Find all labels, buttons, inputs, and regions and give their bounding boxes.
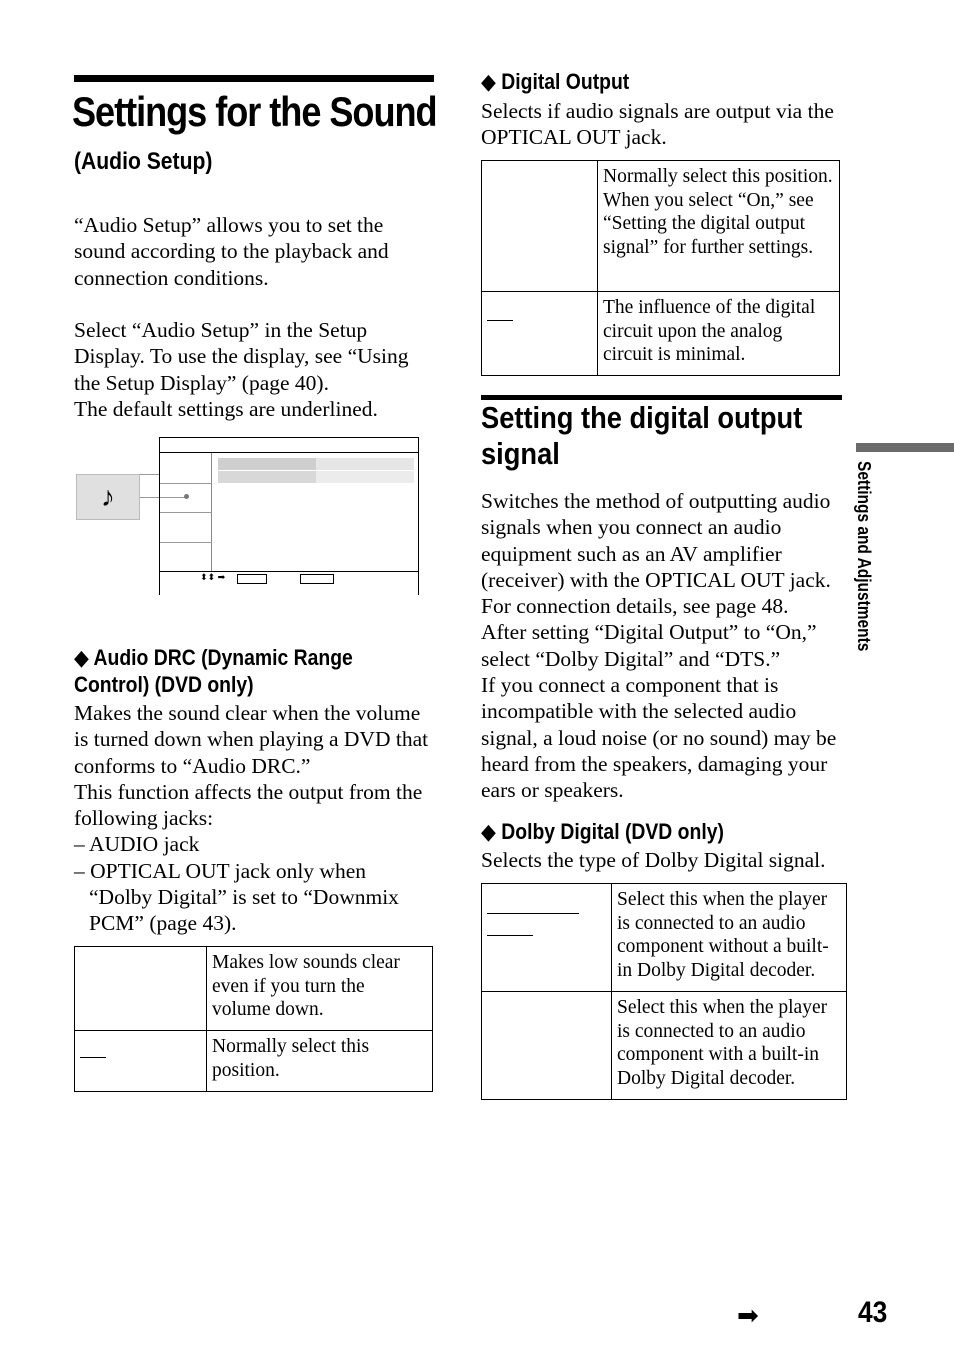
digital-output-table <box>481 160 840 376</box>
default-underline <box>487 320 513 321</box>
table-row <box>482 292 840 376</box>
audio-drc-heading: ◆ Audio DRC (Dynamic Range Control) (DVD only) <box>74 645 353 697</box>
continue-arrow-icon: ➡ <box>737 1300 759 1330</box>
option-cell <box>482 992 612 1100</box>
section-body: Switches the method of outputting audio signals when you connect an audio equipment such as an AV amplifier (receiver) with the OPTICAL OUT jack. For connection details, see page 48. After setting “Digital Output” to “On,” select “Dolby Digital” and “DTS.” If you connect a component that is incompatible with the selected audio signal, a loud noise (or no sound) may be heard from the speakers, damaging your ears or speakers. <box>481 489 837 803</box>
option-cell <box>75 1031 207 1092</box>
side-tab-label: Settings and Adjustments <box>854 461 874 652</box>
section-heading: Setting the digital output signal <box>481 400 803 471</box>
table-row <box>482 884 847 992</box>
digital-output-description: Selects if audio signals are output via the OPTICAL OUT jack. <box>481 99 834 150</box>
option-description: Normally select this position. When you select “On,” see “Setting the digital output signal” for further settings. <box>598 161 840 292</box>
page-title: Settings for the Sound <box>72 88 437 135</box>
return-button-icon <box>300 574 334 584</box>
default-underline <box>80 1057 106 1058</box>
digital-output-heading: ◆ Digital Output <box>481 69 630 94</box>
dolby-digital-description: Selects the type of Dolby Digital signal. <box>481 848 826 872</box>
audio-drc-table <box>74 946 433 1092</box>
dolby-digital-heading: ◆ Dolby Digital (DVD only) <box>481 819 724 844</box>
option-cell <box>482 292 598 376</box>
table-row <box>482 161 840 292</box>
page-number: 43 <box>858 1296 888 1329</box>
table-row <box>75 1031 433 1092</box>
option-cell <box>75 947 207 1031</box>
instructions-paragraph: Select “Audio Setup” in the Setup Display. To use the display, see “Using the Setup Display” (page 40). The default settings are underlined. <box>74 318 409 421</box>
default-underline <box>487 913 579 914</box>
title-rule <box>74 75 434 82</box>
enter-button-icon <box>237 574 267 584</box>
dolby-digital-table <box>481 883 847 1100</box>
option-description: Makes low sounds clear even if you turn the volume down. <box>207 947 433 1031</box>
default-underline <box>487 935 533 936</box>
table-row <box>75 947 433 1031</box>
option-cell <box>482 884 612 992</box>
option-description: Select this when the player is connected to an audio component without a built-in Dolby Digital decoder. <box>612 884 847 992</box>
music-note-icon: ♪ <box>76 474 140 520</box>
page-subtitle: (Audio Setup) <box>74 148 213 175</box>
audio-drc-description: Makes the sound clear when the volume is turned down when playing a DVD that conforms to “Audio DRC.” This function affects the output from the following jacks: – AUDIO jack – OPTICAL OUT jack only when “Dolby Digital” is set to “Downmix PCM” (page 43). <box>74 701 429 936</box>
intro-paragraph: “Audio Setup” allows you to set the sound according to the playback and connection conditions. <box>74 213 389 290</box>
option-cell <box>482 161 598 292</box>
option-description: Select this when the player is connected to an audio component with a built-in Dolby Digital decoder. <box>612 992 847 1100</box>
option-description: Normally select this position. <box>207 1031 433 1092</box>
table-row <box>482 992 847 1100</box>
nav-arrows-icon: ⬍⬍ ➡ <box>200 572 226 582</box>
option-description: The influence of the digital circuit upon the analog circuit is minimal. <box>598 292 840 376</box>
side-tab-bar <box>856 443 954 452</box>
